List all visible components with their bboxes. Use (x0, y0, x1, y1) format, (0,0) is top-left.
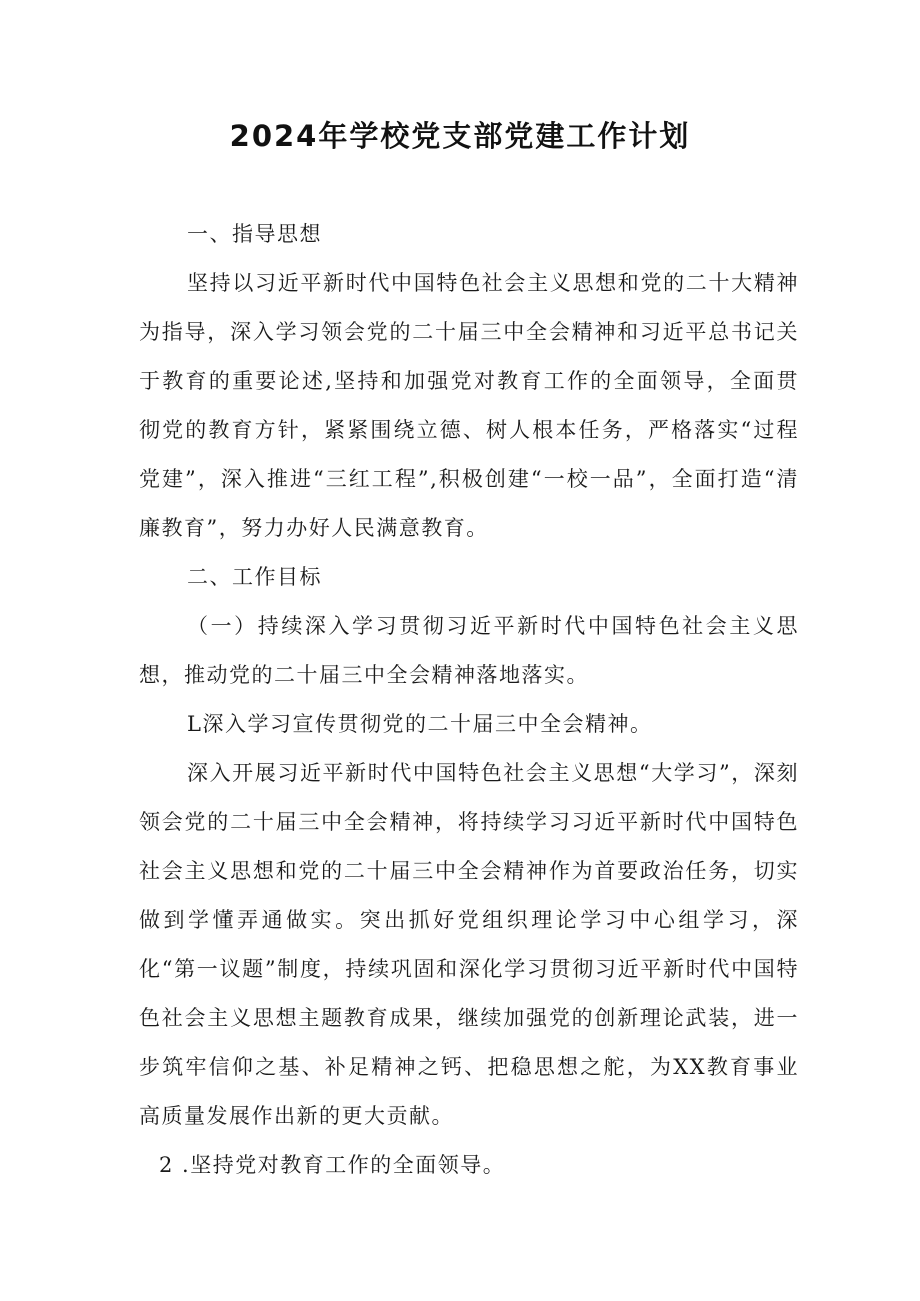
list-item-1: L深入学习宣传贯彻党的二十届三中全会精神。 (187, 712, 653, 736)
section-heading-work-goals: 二、工作目标 (187, 565, 322, 589)
list-item-2: 2 .坚持党对教育工作的全面领导。 (159, 1153, 506, 1177)
document-body (139, 210, 799, 1190)
paragraph-guiding-ideology: 坚持以习近平新时代中国特色社会主义思想和党的二十大精神为指导，深入学习领会党的二十届三中全会精神和习近平总书记关于教育的重要论述,坚持和加强党对教育工作的全面领导，全面贯彻党的教育方针，紧紧围绕立德、树人根本任务，严格落实“过程党建”，深入推进“三红工程”,积极创建“一校一品”，全面打造“清廉教育”，努力办好人民满意教育。 (139, 271, 799, 540)
document-title: 2024年学校党支部党建工作计划 (229, 119, 691, 153)
section-heading-guiding-ideology: 一、指导思想 (187, 222, 322, 246)
subheading-study-thought: （一）持续深入学习贯彻习近平新时代中国特色社会主义思想，推动党的二十届三中全会精神落地落实。 (139, 614, 799, 687)
paragraph-great-study: 深入开展习近平新时代中国特色社会主义思想“大学习”，深刻领会党的二十届三中全会精神，将持续学习习近平新时代中国特色社会主义思想和党的二十届三中全会精神作为首要政治任务，切实做到学懂弄通做实。突出抓好党组织理论学习中心组学习，深化“第一议题”制度，持续巩固和深化学习贯彻习近平新时代中国特色社会主义思想主题教育成果，继续加强党的创新理论武装，进一步筑牢信仰之基、补足精神之钙、把稳思想之舵，为XX教育事业高质量发展作出新的更大贡献。 (139, 761, 799, 1128)
